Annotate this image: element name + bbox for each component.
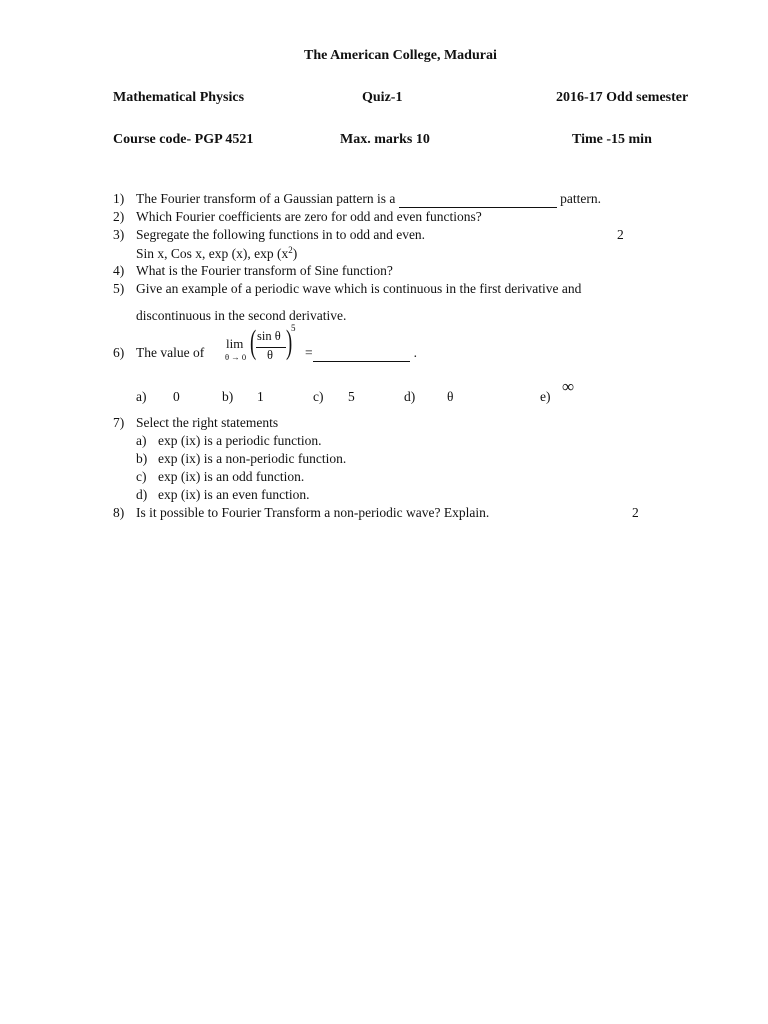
time-limit: Time -15 min — [572, 132, 652, 147]
right-parenthesis: ) — [286, 324, 293, 361]
question-1 — [136, 191, 601, 208]
option-b-value[interactable]: 1 — [257, 389, 264, 404]
question-6-answer — [305, 345, 417, 362]
option-c-label: c) — [313, 389, 324, 404]
question-3-functions — [136, 245, 297, 262]
option-c-value[interactable]: 5 — [348, 389, 355, 404]
question-5-text-line2: discontinuous in the second derivative. — [136, 308, 347, 323]
option-e-value[interactable]: ∞ — [562, 377, 575, 396]
question-3-functions-end: ) — [292, 246, 298, 261]
answer-blank-1[interactable] — [399, 191, 557, 208]
exponent: 5 — [291, 323, 296, 333]
superscript-2: 2 — [288, 245, 293, 255]
q7-option-a-label: a) — [136, 433, 147, 448]
option-d-label: d) — [404, 389, 416, 404]
q7-option-c-label: c) — [136, 469, 147, 484]
q7-option-c-text[interactable]: exp (ix) is an odd function. — [158, 469, 305, 484]
option-e-label: e) — [540, 389, 551, 404]
subject-name: Mathematical Physics — [113, 90, 245, 105]
left-parenthesis: ( — [250, 324, 257, 361]
max-marks: Max. marks 10 — [340, 132, 430, 147]
lim-subscript: θ → 0 — [225, 352, 247, 362]
question-1-text-end: pattern. — [556, 191, 602, 206]
question-8-text: Is it possible to Fourier Transform a non-periodic wave? Explain. — [136, 505, 490, 520]
question-8-number: 8) — [113, 505, 125, 520]
q7-option-b-text[interactable]: exp (ix) is a non-periodic function. — [158, 451, 347, 466]
institution-title: The American College, Madurai — [304, 48, 497, 63]
lim-operator: lim — [226, 336, 244, 351]
q7-option-d-label: d) — [136, 487, 148, 502]
question-6-end: . — [413, 345, 417, 360]
question-2-number: 2) — [113, 209, 125, 224]
question-6-text: The value of — [136, 345, 205, 360]
question-1-number: 1) — [113, 191, 125, 206]
question-4-text: What is the Fourier transform of Sine function? — [136, 263, 393, 278]
option-b-label: b) — [222, 389, 234, 404]
question-3-functions-text: Sin x, Cos x, exp (x), exp (x — [136, 246, 289, 261]
question-5-number: 5) — [113, 281, 125, 296]
q7-option-d-text[interactable]: exp (ix) is an even function. — [158, 487, 310, 502]
question-1-text: The Fourier transform of a Gaussian pattern is a — [136, 191, 399, 206]
question-3-number: 3) — [113, 227, 125, 242]
question-7-text: Select the right statements — [136, 415, 279, 430]
fraction-denominator: θ — [267, 348, 273, 362]
question-4-number: 4) — [113, 263, 125, 278]
course-code: Course code- PGP 4521 — [113, 132, 254, 147]
limit-expression — [224, 323, 314, 366]
q7-option-a-text[interactable]: exp (ix) is a periodic function. — [158, 433, 322, 448]
question-3-text: Segregate the following functions in to odd and even. — [136, 227, 426, 242]
semester-label: 2016-17 Odd semester — [556, 90, 689, 105]
option-a-value[interactable]: 0 — [173, 389, 180, 404]
question-2-text: Which Fourier coefficients are zero for odd and even functions? — [136, 209, 482, 224]
q7-option-b-label: b) — [136, 451, 148, 466]
question-6-number: 6) — [113, 345, 125, 360]
option-a-label: a) — [136, 389, 147, 404]
quiz-name: Quiz-1 — [362, 90, 403, 105]
question-8-marks: 2 — [632, 505, 639, 520]
answer-blank-6[interactable] — [313, 345, 410, 362]
question-5-text: Give an example of a periodic wave which is continuous in the first derivative and — [136, 281, 582, 296]
equals-sign: = — [305, 345, 313, 360]
fraction-numerator: sin θ — [257, 329, 281, 343]
option-d-value[interactable]: θ — [447, 389, 454, 404]
question-7-number: 7) — [113, 415, 125, 430]
question-3-marks: 2 — [617, 227, 624, 242]
